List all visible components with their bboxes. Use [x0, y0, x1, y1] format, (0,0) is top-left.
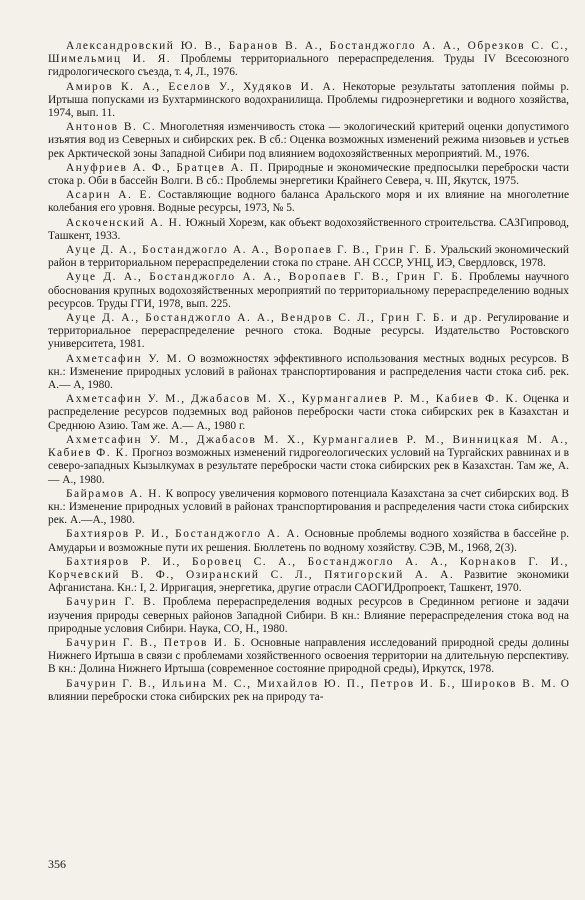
- reference-entry: [48, 312, 569, 352]
- reference-authors: Бачурин Г. В.: [66, 596, 157, 609]
- page-number: 356: [48, 857, 66, 871]
- reference-authors: Байрамов А. Н.: [66, 487, 163, 500]
- reference-authors: Бачурин Г. В., Петров И. Б.: [66, 636, 247, 649]
- reference-authors: Бахтияров Р. И., Бостанджогло А. А.: [66, 528, 301, 541]
- reference-entry: [48, 217, 569, 243]
- reference-authors: Асарин А. Е.: [66, 189, 153, 202]
- reference-authors: Амиров К. А., Еселов У., Худяков И. А.: [66, 80, 337, 93]
- reference-text: Некоторые результаты затопления поймы р. Иртыша попусками из Бухтарминского водохранилища. Проблемы гидроэнергетики и водного хозяйства, 1974, вып. 11.: [48, 80, 569, 120]
- reference-text: Прогноз возможных изменений гидрогеологических условий на Тургайских равнинах и в северо-западных Кызылкумах в результате переброски части стока сибирских рек в Казахстан. Там же, А.— А., 1980.: [48, 447, 569, 486]
- reference-text: Проблемы научного обоснования крупных водохозяйственных мероприятий по территориальному перераспределению водных ресурсов. Труды ГГИ, 1978, вып. 225.: [48, 271, 569, 310]
- reference-entry: [48, 271, 569, 311]
- reference-entry: [48, 393, 569, 433]
- reference-entry: [48, 434, 569, 487]
- reference-authors: Александровский Ю. В., Баранов В. А., Бостанджогло А. А., Обрезков С. С., Шимельмиц И. Я.: [48, 40, 569, 66]
- reference-entry: [48, 162, 569, 188]
- reference-authors: Бахтияров Р. И., Боровец С. А., Бостанджогло А. А., Корнаков Г. И., Корчевский В. Ф., Озиранский С. Л., Пятигорский А. А.: [48, 555, 569, 581]
- reference-authors: Ауце Д. А., Бостанджогло А. А., Воропаев Г. В., Грин Г. Б.: [66, 271, 464, 284]
- reference-authors: Ахметсафин У. М., Джабасов М. Х., Курмангалиев Р. М., Кабиев Ф. К.: [66, 393, 519, 406]
- reference-entry: [48, 244, 569, 270]
- reference-text: Проблемы территориального перераспределения. Труды IV Всесоюзного гидрологического съезда, т. 4, Л., 1976.: [48, 53, 569, 79]
- reference-text: Развитие экономики Афганистана. Кн.: I, 2. Ирригация, энергетика, другие отрасли САОГИДропроект, Ташкент, 1970.: [48, 568, 569, 595]
- reference-text: О влиянии переброски стока сибирских рек на природу та-: [48, 677, 570, 703]
- reference-entry: [48, 81, 569, 121]
- reference-entry: [48, 189, 569, 215]
- reference-text: О возможностях эффективного использования местных водных ресурсов. В кн.: Изменение природных условий в районах транспортирования и распределения части стока сиб. рек. А.— А, 1980.: [48, 352, 569, 392]
- reference-text: Южный Хорезм, как объект водохозяйственного строительства. САЗГипровод, Ташкент, 1933.: [48, 216, 569, 242]
- reference-entry: [48, 528, 569, 554]
- reference-authors: Ауце Д. А., Бостанджогло А. А., Воропаев Г. В., Грин Г. Б.: [66, 244, 438, 257]
- reference-authors: Ануфриев А. Ф., Братцев А. П.: [66, 161, 264, 174]
- reference-authors: Ахметсафин У. М.: [66, 352, 183, 365]
- reference-entry: [48, 678, 569, 704]
- reference-entry: [48, 556, 569, 596]
- reference-text: Оценка и распределение ресурсов подземных вод районов переброски части стока сибирских рек в Казахстан и Среднюю Азию. Там же. А.— А., 1980 г.: [48, 393, 569, 432]
- reference-text: Уральский экономический район в территориальном перераспределении стока по стране. АН СССР, УНЦ, ИЭ, Свердловск, 1978.: [48, 244, 569, 270]
- reference-entry: [48, 488, 569, 528]
- reference-entry: [48, 40, 569, 80]
- reference-text: Основные проблемы водного хозяйства в бассейне р. Амударьи и возможные пути их решения. Бюллетень по водному хозяйству. СЭВ, М., 1968, 2(3).: [48, 528, 569, 554]
- reference-text: Многолетняя изменчивость стока — экологический критерий оценки допустимого изъятия вод из Северных и сибирских рек. В сб.: Оценка возможных изменений режима низовьев и устьев рек Арктической зоны Западной Сибири под влиянием водохозяйственных мероприятий. М., 1976.: [48, 121, 569, 160]
- reference-authors: Ауце Д. А., Бостанджогло А. А., Вендров С. Л., Грин Г. Б. и др.: [66, 312, 483, 325]
- reference-text: К вопросу увеличения кормового потенциала Казахстана за счет сибирских вод. В кн.: Изменение природных условий в районах транспортирования и распределения части стока сибирских рек. А.—А., 1980.: [48, 487, 569, 527]
- reference-authors: Бачурин Г. В., Ильина М. С., Михайлов Ю. П., Петров И. Б., Широков В. М.: [66, 677, 557, 690]
- reference-entry: [48, 353, 569, 393]
- reference-text: Природные и экономические предпосылки переброски части стока р. Оби в бассейн Волги. В сб.: Проблемы энергетики Крайнего Севера, ч. III, Якутск, 1975.: [48, 161, 570, 188]
- reference-entry: [48, 121, 569, 161]
- reference-text: Регулирование и территориальное перераспределение речного стока. Водные ресурсы. Издательство Ростовского университета, 1981.: [48, 312, 569, 351]
- reference-entry: [48, 596, 569, 636]
- reference-text: Основные направления исследований природной среды долины Нижнего Иртыша в связи с проблемами хозяйственного освоения территории на длительную перспективу. В кн.: Долина Нижнего Иртыша (современное состояние природной среды), Иркутск, 1978.: [48, 636, 569, 676]
- reference-authors: Ахметсафин У. М., Джабасов М. Х., Курмангалиев Р. М., Винницкая М. А., Кабиев Ф. К.: [48, 433, 569, 460]
- reference-list: [48, 40, 569, 704]
- reference-authors: Аскоченский А. Н.: [66, 216, 183, 229]
- reference-authors: Антонов В. С.: [66, 121, 157, 134]
- reference-entry: [48, 637, 569, 677]
- reference-text: Составляющие водного баланса Аральского моря и их влияние на многолетние колебания его уровня. Водные ресурсы, 1973, № 5.: [48, 189, 569, 215]
- reference-text: Проблема перераспределения водных ресурсов в Срединном регионе и задачи изучения природы северных районов Западной Сибири. В кн.: Влияние перераспределения стока вод на природные условия Сибири. Наука, СО, Н., 1980.: [48, 596, 569, 635]
